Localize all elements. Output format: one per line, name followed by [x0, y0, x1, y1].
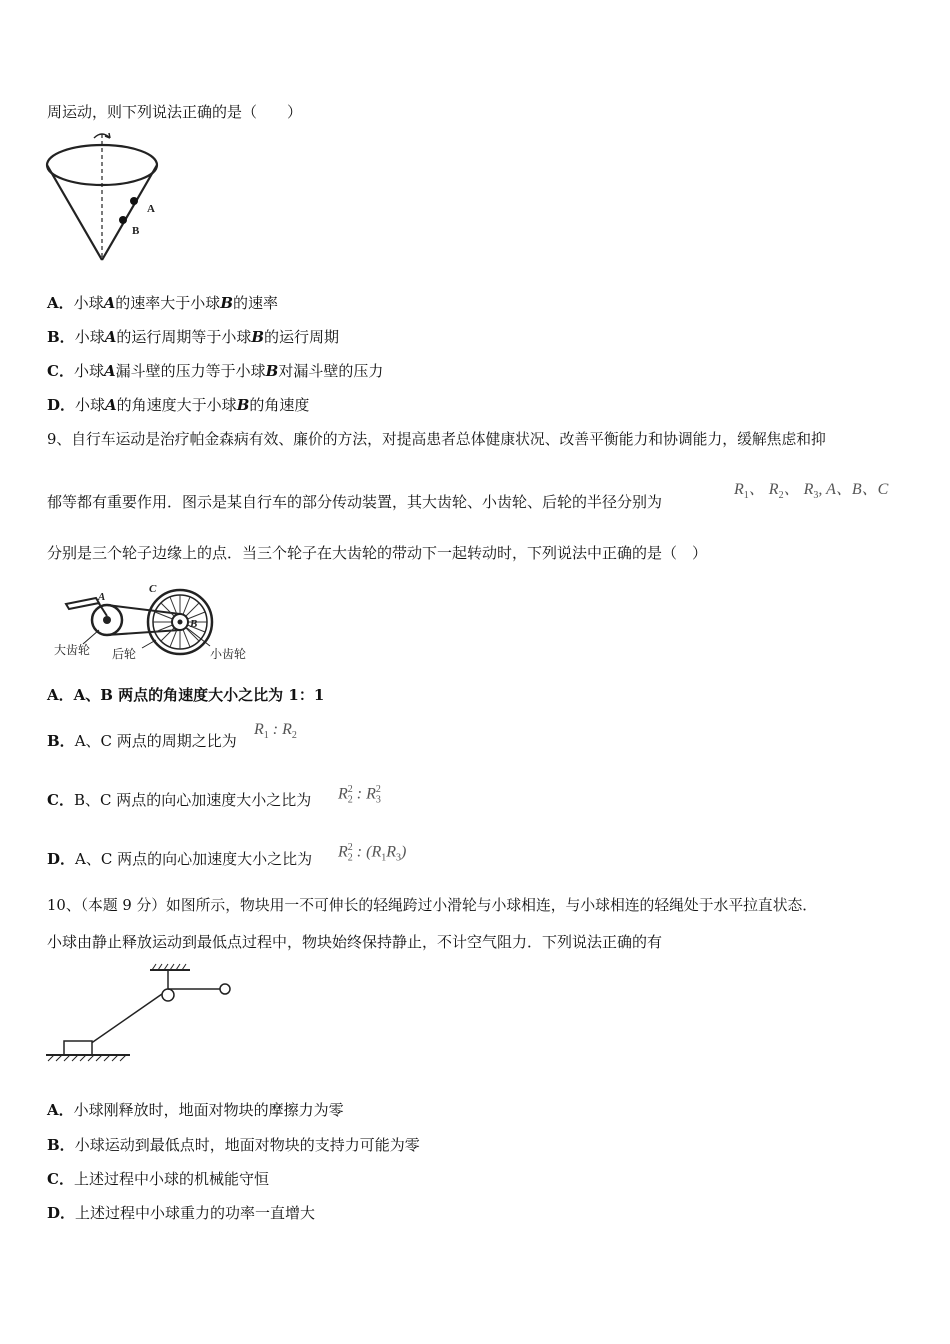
bicycle-figure [50, 578, 260, 668]
q8-stem-tail: 周运动，则下列说法正确的是（ ） [47, 103, 303, 121]
q9-option-c-math: $R_2^2$ : $R_3^2$ [338, 784, 381, 806]
q8-option-c: C．小球A漏斗壁的压力等于小球B对漏斗壁的压力 [47, 362, 384, 380]
q8-option-b: B．小球A的运行周期等于小球B的运行周期 [47, 328, 340, 346]
funnel-figure [44, 128, 174, 268]
q9-option-a: A．A、B 两点的角速度大小之比为 1：1 [47, 686, 325, 704]
q8-option-a: A．小球A的速率大于小球B的速率 [47, 294, 279, 312]
bike-label-a: A [98, 591, 106, 603]
q9-stem-line1: 9、自行车运动是治疗帕金森病有效、廉价的方法，对提高患者总体健康状况、改善平衡能力和协调能力，缓解焦虑和抑 [47, 431, 826, 448]
pulley [162, 989, 174, 1001]
bike-label-c: C [149, 583, 157, 595]
q9-option-d: D．A、C 两点的向心加速度大小之比为 [47, 850, 313, 868]
ball-b [119, 216, 127, 224]
bike-label-b: B [190, 618, 198, 630]
q9-option-d-math: $R_2^2$ : $(R_1R_3)$ [338, 842, 407, 864]
q9-radii-math: $R_1$、 $R_2$、 $R_3$, A、B、C [734, 481, 889, 502]
q10-stem-line2: 小球由静止释放运动到最低点过程中，物块始终保持静止，不计空气阻力．下列说法正确的有 [47, 933, 663, 951]
q8-option-d: D．小球A的角速度大于小球B的角速度 [47, 396, 310, 414]
label-small-gear: 小齿轮 [210, 647, 247, 661]
block [64, 1041, 92, 1055]
label-rear-wheel: 后轮 [112, 647, 137, 661]
label-big-gear: 大齿轮 [54, 643, 91, 657]
q10-stem-line1: 10、（本题 9 分）如图所示，物块用一不可伸长的轻绳跨过小滑轮与小球相连，与小球相连的轻绳处于水平拉直状态． [47, 897, 818, 914]
q10-option-a: A．小球刚释放时，地面对物块的摩擦力为零 [47, 1101, 344, 1119]
q10-option-b: B．小球运动到最低点时，地面对物块的支持力可能为零 [47, 1136, 420, 1154]
ball-a [130, 197, 138, 205]
pulley-figure [44, 962, 244, 1066]
q10-option-c: C．上述过程中小球的机械能守恒 [47, 1170, 269, 1188]
q9-stem-line2: 郁等都有重要作用．图示是某自行车的部分传动装置，其大齿轮、小齿轮、后轮的半径分别为 [47, 493, 663, 511]
funnel-label-b: B [132, 225, 140, 237]
q9-stem-line3: 分别是三个轮子边缘上的点．当三个轮子在大齿轮的带动下一起转动时，下列说法中正确的是（ ） [47, 544, 708, 562]
q9-option-c: C．B、C 两点的向心加速度大小之比为 [47, 791, 312, 809]
ball [220, 984, 230, 994]
q9-option-b: B．A、C 两点的周期之比为 [47, 732, 237, 750]
q10-option-d: D．上述过程中小球重力的功率一直增大 [47, 1204, 316, 1222]
funnel-label-a: A [147, 203, 155, 215]
q9-option-b-math: $R_1$ : $R_2$ [254, 721, 297, 742]
